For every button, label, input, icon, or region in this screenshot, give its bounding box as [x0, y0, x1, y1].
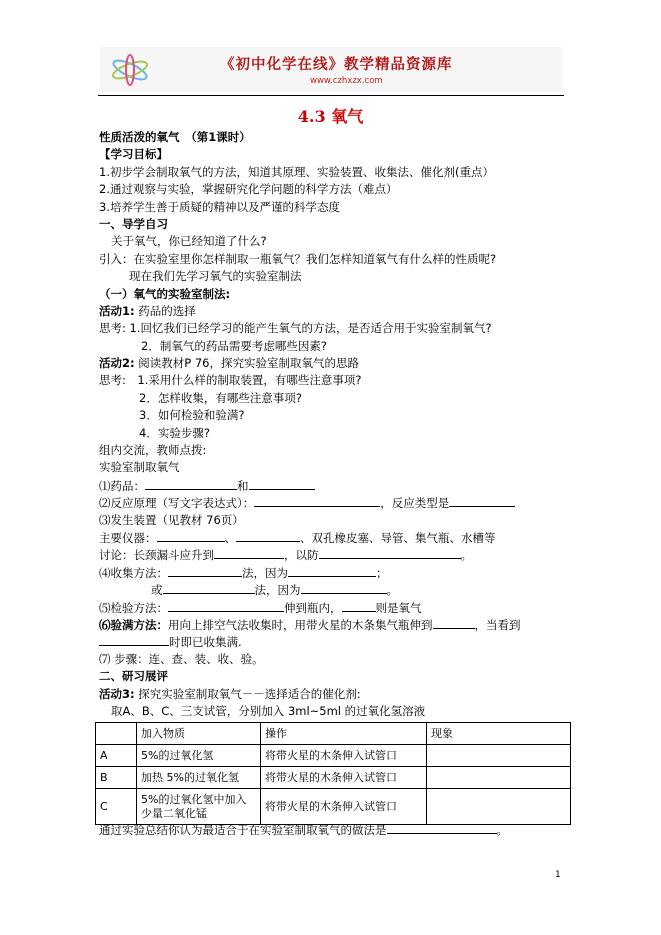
activity-1-label: 活动1:: [99, 303, 135, 318]
header-banner: [100, 47, 562, 92]
table-header: [96, 723, 137, 745]
steps-text: 连、查、装、收、验。: [148, 651, 264, 666]
think-label: 思考:: [99, 321, 126, 336]
period: 。: [496, 823, 508, 837]
item-7-label: ⑺ 步骤：: [99, 651, 149, 666]
activity-3-label: 活动3:: [99, 686, 135, 701]
item-6-label: ⑹验满方法：: [99, 617, 168, 632]
item-4: [99, 564, 574, 581]
collected-text: 时即已收集满.: [169, 635, 242, 650]
activity-3-text: 探究实验室制取氧气－－选择适合的催化剂:: [138, 686, 361, 701]
table-cell: 将带火星的木条伸入试管口: [261, 767, 427, 789]
item-6: [99, 616, 574, 633]
table-row: [96, 789, 571, 825]
item-7: [99, 651, 574, 668]
activity-3-desc: 取A、B、C、三支试管，分别加入 3ml~5ml 的过氧化氢溶液: [111, 703, 426, 718]
document-body: [99, 129, 574, 720]
table-cell: 将带火星的木条伸入试管口: [261, 745, 427, 767]
think-1-1: 1.回忆我们已经学习的能产生氧气的方法，是否适合用于实验室制氧气?: [129, 321, 492, 336]
table-cell: B: [96, 767, 137, 789]
think-2-2: 2．怎样收集，有哪些注意事项?: [139, 390, 302, 405]
blank[interactable]: [99, 633, 169, 646]
blank[interactable]: [168, 564, 242, 577]
separator: 、: [224, 530, 236, 545]
experiment-table: [95, 722, 571, 825]
goal-3: 3.培养学生善于质疑的精神以及严谨的科学态度: [99, 199, 340, 214]
blank[interactable]: [449, 494, 515, 507]
section-1-heading: 一、导学自习: [99, 216, 168, 231]
goals-heading: 【学习目标】: [99, 147, 168, 162]
summary-text: 通过实验总结你认为最适合于在实验室制取氧气的做法是: [99, 823, 387, 837]
intro: 引入：在实验室里你怎样制取一瓶氧气？我们怎样知道氧气有什么样的性质呢?: [99, 251, 497, 266]
think-2-3: 3．如何检验和验满?: [139, 408, 245, 423]
page-title: 4.3 氧气: [297, 107, 364, 126]
subtitle: 性质活泼的氧气 （第1课时）: [99, 130, 251, 144]
item-1-label: ⑴药品：: [99, 478, 145, 493]
blank[interactable]: [288, 564, 376, 577]
semicolon: ；: [376, 565, 388, 580]
item-6-cont: [99, 633, 574, 650]
table-header-row: [96, 723, 571, 745]
table-cell: 将带火星的木条伸入试管口: [261, 789, 427, 825]
blank[interactable]: [145, 477, 237, 490]
atom-logo-icon: [108, 53, 152, 87]
item-2: [99, 494, 574, 511]
think-1-2: 2．制氧气的药品需要考虑哪些因素?: [141, 338, 327, 353]
item-1: [99, 477, 574, 494]
item-5: [99, 599, 574, 616]
reaction-type-label: ，反应类型是: [380, 496, 450, 511]
item-4-label: ⑷收集方法：: [99, 565, 168, 580]
summary: [99, 821, 508, 838]
item-4-or: [99, 581, 574, 598]
subsection-1-heading: （一）氧气的实验室制法:: [99, 286, 231, 301]
blank[interactable]: [433, 616, 475, 629]
activity-2-text: 阅读教材P 76，探究实验室制取氧气的思路: [138, 356, 359, 371]
banner-url: www.czhxzx.com: [310, 76, 383, 86]
think-2-1: 1.采用什么样的制取装置，有哪些注意事项?: [137, 373, 362, 388]
question-know: 关于氧气，你已经知道了什么?: [111, 234, 267, 249]
think-1: [99, 320, 574, 337]
blank[interactable]: [319, 546, 461, 559]
because-label: 法，因为: [254, 583, 301, 598]
lab-heading: 实验室制取氧气: [99, 460, 180, 475]
section-2-heading: 二、研习展评: [99, 669, 168, 684]
and-text: 和: [237, 478, 249, 493]
table-header: 操作: [261, 723, 427, 745]
activity-2: [99, 355, 574, 372]
blank[interactable]: [168, 599, 284, 612]
table-cell: C: [96, 789, 137, 825]
item-2-label: ⑵反应原理（写文字表达式）：: [99, 496, 255, 511]
item-5-label: ⑸检验方法：: [99, 600, 168, 615]
blank[interactable]: [254, 494, 380, 507]
is-oxygen-text: 则是氧气: [375, 600, 422, 615]
table-row: [96, 745, 571, 767]
table-header: 加入物质: [137, 723, 261, 745]
table-cell: A: [96, 745, 137, 767]
discussion: 组内交流，教师点拨:: [99, 443, 207, 458]
table-cell[interactable]: [427, 789, 571, 825]
blank[interactable]: [342, 599, 376, 612]
think-2: [99, 372, 574, 389]
think-label: 思考:: [99, 373, 126, 388]
header-rule: [98, 95, 564, 96]
period: 。: [460, 548, 472, 563]
blank[interactable]: [387, 821, 497, 834]
banner-title: 《初中化学在线》教学精品资源库: [220, 56, 453, 73]
think-2-4: 4．实验步骤?: [139, 425, 210, 440]
table-cell[interactable]: [427, 767, 571, 789]
apparatus: [99, 529, 574, 546]
table-row: [96, 767, 571, 789]
table-cell: 5%的过氧化氢: [137, 745, 261, 767]
period: 。: [386, 583, 398, 598]
goal-2: 2.通过观察与实验，掌握研究化学问题的科学方法（难点）: [99, 182, 398, 197]
or-label: 或: [151, 583, 163, 598]
table-cell: 5%的过氧化氢中加入少量二氧化锰: [137, 789, 261, 825]
table-header: 现象: [427, 723, 571, 745]
page-number: 1: [555, 870, 561, 880]
because-label: 法，因为: [242, 565, 288, 580]
table-cell[interactable]: [427, 745, 571, 767]
activity-1: [99, 303, 574, 320]
apparatus-list: 、双孔橡皮塞、导管、集气瓶、水槽等: [300, 530, 496, 545]
item-3: ⑶发生装置（见教材 76页）: [99, 512, 244, 527]
goal-1: 1.初步学会制取氧气的方法，知道其原理、实验装置、收集法、催化剂(重点）: [99, 164, 494, 179]
into-bottle-text: 伸到瓶内，: [284, 600, 342, 615]
blank[interactable]: [236, 529, 300, 542]
intro-2: 现在我们先学习氧气的实验室制法: [129, 269, 302, 284]
apparatus-label: 主要仪器：: [99, 530, 157, 545]
funnel-label: 讨论：长颈漏斗应升到: [99, 548, 214, 563]
blank[interactable]: [214, 546, 284, 559]
table-cell: 加热 5%的过氧化氢: [137, 767, 261, 789]
when-see-text: ，当看到: [474, 617, 521, 632]
blank[interactable]: [249, 477, 315, 490]
item-6-text: 用向上排空气法收集时，用带火星的木条集气瓶伸到: [168, 617, 433, 632]
blank[interactable]: [157, 529, 225, 542]
prevent-label: ，以防: [284, 548, 319, 563]
blank[interactable]: [163, 581, 255, 594]
funnel-discussion: [99, 546, 574, 563]
blank[interactable]: [301, 581, 387, 594]
activity-1-text: 药品的选择: [138, 303, 196, 318]
activity-2-label: 活动2:: [99, 356, 135, 371]
activity-3: [99, 686, 574, 703]
